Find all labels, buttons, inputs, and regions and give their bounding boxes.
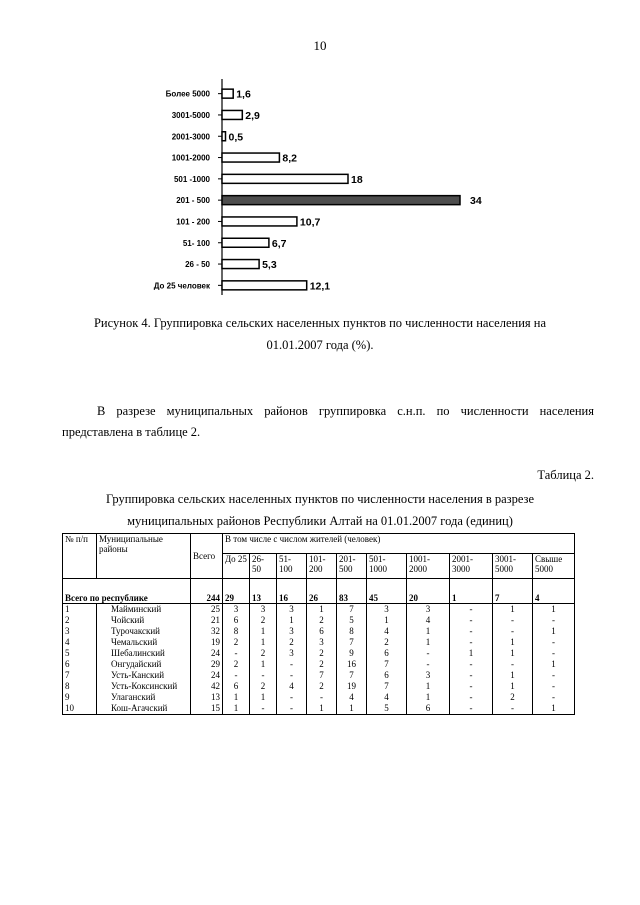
row-value: 3 xyxy=(277,626,307,637)
header-range: 1001- 2000 xyxy=(407,554,450,579)
row-value: 2 xyxy=(307,615,337,626)
row-value: - xyxy=(493,626,533,637)
row-value: 6 xyxy=(223,615,250,626)
row-value: 2 xyxy=(277,637,307,648)
value-label: 2,9 xyxy=(245,109,260,122)
total-row-value: 83 xyxy=(337,579,367,604)
table-row xyxy=(63,670,575,681)
bar xyxy=(222,281,307,290)
row-value: 2 xyxy=(250,681,277,692)
row-value: - xyxy=(223,670,250,681)
value-label: 1,6 xyxy=(236,88,251,101)
chart-svg xyxy=(100,75,520,295)
paragraph-line2: представлена в таблице 2. xyxy=(62,425,201,439)
row-value: - xyxy=(533,648,575,659)
row-total: 24 xyxy=(191,648,223,659)
row-total: 24 xyxy=(191,670,223,681)
row-number: 8 xyxy=(63,681,97,692)
bar xyxy=(222,89,233,98)
paragraph-line1: В разрезе муниципальных районов группировка с.н.п. по численности населения xyxy=(97,404,594,418)
value-label: 18 xyxy=(351,173,363,186)
table-total-row xyxy=(63,579,575,604)
row-value: 1 xyxy=(307,604,337,616)
row-value: - xyxy=(493,703,533,715)
table-row xyxy=(63,626,575,637)
row-value: - xyxy=(450,637,493,648)
category-label: Более 5000 xyxy=(165,89,210,99)
row-value: 3 xyxy=(307,637,337,648)
header-range: 2001- 3000 xyxy=(450,554,493,579)
row-value: 2 xyxy=(367,637,407,648)
header-range: 501- 1000 xyxy=(367,554,407,579)
row-district: Чемальский xyxy=(97,637,191,648)
header-num: № п/п xyxy=(63,534,97,579)
table-row xyxy=(63,648,575,659)
row-value: 2 xyxy=(307,681,337,692)
row-value: 1 xyxy=(450,648,493,659)
row-value: - xyxy=(250,670,277,681)
row-district: Улаганский xyxy=(97,692,191,703)
header-range: Свыше 5000 xyxy=(533,554,575,579)
category-label: До 25 человек xyxy=(153,281,210,291)
header-range: 3001- 5000 xyxy=(493,554,533,579)
row-value: 1 xyxy=(493,637,533,648)
row-value: 1 xyxy=(407,692,450,703)
row-value: - xyxy=(450,703,493,715)
row-value: - xyxy=(533,670,575,681)
row-value: 1 xyxy=(250,637,277,648)
category-label: 26 - 50 xyxy=(185,260,210,270)
row-total: 29 xyxy=(191,659,223,670)
value-label: 5,3 xyxy=(262,259,277,272)
header-group: В том числе с числом жителей (человек) xyxy=(223,534,575,554)
table-row xyxy=(63,637,575,648)
row-value: 1 xyxy=(223,692,250,703)
row-number: 3 xyxy=(63,626,97,637)
row-value: 1 xyxy=(223,703,250,715)
total-row-value: 29 xyxy=(223,579,250,604)
row-value: 2 xyxy=(493,692,533,703)
row-value: 3 xyxy=(407,604,450,616)
row-number: 4 xyxy=(63,637,97,648)
row-value: 1 xyxy=(493,648,533,659)
row-number: 1 xyxy=(63,604,97,616)
bar xyxy=(222,174,348,183)
row-district: Усть-Канский xyxy=(97,670,191,681)
total-row-value: 4 xyxy=(533,579,575,604)
row-total: 19 xyxy=(191,637,223,648)
row-value: 16 xyxy=(337,659,367,670)
header-range: 101- 200 xyxy=(307,554,337,579)
table-header-row xyxy=(63,534,575,554)
row-value: - xyxy=(533,692,575,703)
table-row xyxy=(63,604,575,616)
table-title-line1: Группировка сельских населенных пунктов по численности населения в разрезе xyxy=(105,492,535,506)
row-value: 1 xyxy=(533,703,575,715)
row-value: 1 xyxy=(533,659,575,670)
bar xyxy=(222,260,259,269)
row-value: 7 xyxy=(367,681,407,692)
row-value: 1 xyxy=(533,626,575,637)
row-district: Усть-Коксинский xyxy=(97,681,191,692)
row-value: - xyxy=(277,692,307,703)
row-district: Кош-Агачский xyxy=(97,703,191,715)
row-value: 1 xyxy=(307,703,337,715)
value-label: 0,5 xyxy=(228,131,244,144)
total-row-value: 7 xyxy=(493,579,533,604)
total-row-value: 26 xyxy=(307,579,337,604)
row-value: - xyxy=(450,615,493,626)
row-number: 6 xyxy=(63,659,97,670)
row-district: Шебалинский xyxy=(97,648,191,659)
header-range: 26- 50 xyxy=(250,554,277,579)
row-district: Онгудайский xyxy=(97,659,191,670)
row-value: 19 xyxy=(337,681,367,692)
row-value: - xyxy=(407,659,450,670)
table-row xyxy=(63,703,575,715)
row-value: 3 xyxy=(277,604,307,616)
row-total: 25 xyxy=(191,604,223,616)
header-district: Муниципальные районы xyxy=(97,534,191,579)
row-value: 3 xyxy=(407,670,450,681)
bar xyxy=(222,217,297,226)
row-value: - xyxy=(493,615,533,626)
row-value: 4 xyxy=(367,692,407,703)
header-range: 51- 100 xyxy=(277,554,307,579)
header-total: Всего xyxy=(191,534,223,579)
row-value: 1 xyxy=(493,604,533,616)
category-label: 101 - 200 xyxy=(176,217,210,227)
row-value: 3 xyxy=(250,604,277,616)
row-value: 6 xyxy=(223,681,250,692)
row-value: - xyxy=(533,681,575,692)
row-value: - xyxy=(277,670,307,681)
row-value: 1 xyxy=(250,692,277,703)
row-value: 6 xyxy=(367,670,407,681)
row-value: 5 xyxy=(337,615,367,626)
row-value: - xyxy=(450,681,493,692)
row-value: 1 xyxy=(337,703,367,715)
row-value: 1 xyxy=(533,604,575,616)
row-district: Турочакский xyxy=(97,626,191,637)
bar xyxy=(222,196,460,205)
row-total: 32 xyxy=(191,626,223,637)
row-value: - xyxy=(407,648,450,659)
row-total: 21 xyxy=(191,615,223,626)
value-label: 6,7 xyxy=(271,237,287,250)
row-value: 9 xyxy=(337,648,367,659)
row-value: 5 xyxy=(367,703,407,715)
table-title-line2: муниципальных районов Республики Алтай на 01.01.2007 года (единиц) xyxy=(127,514,513,528)
total-row-label: Всего по республике xyxy=(63,579,191,604)
row-value: - xyxy=(450,604,493,616)
row-number: 9 xyxy=(63,692,97,703)
row-value: 2 xyxy=(250,615,277,626)
bar xyxy=(222,238,269,247)
row-value: - xyxy=(533,637,575,648)
row-district: Майминский xyxy=(97,604,191,616)
row-value: 7 xyxy=(337,670,367,681)
row-value: 3 xyxy=(277,648,307,659)
row-value: 7 xyxy=(337,604,367,616)
data-table xyxy=(62,533,575,715)
page-number: 10 xyxy=(313,38,327,53)
row-value: 4 xyxy=(407,615,450,626)
row-value: 4 xyxy=(337,692,367,703)
row-value: 4 xyxy=(367,626,407,637)
row-value: 2 xyxy=(223,659,250,670)
row-value: - xyxy=(493,659,533,670)
category-label: 3001-5000 xyxy=(171,110,210,120)
row-value: 1 xyxy=(407,626,450,637)
row-value: 6 xyxy=(307,626,337,637)
row-value: - xyxy=(450,659,493,670)
row-value: 2 xyxy=(307,648,337,659)
row-value: - xyxy=(450,670,493,681)
row-value: 7 xyxy=(337,637,367,648)
total-row-value: 13 xyxy=(250,579,277,604)
category-label: 501 -1000 xyxy=(173,174,210,184)
row-value: 7 xyxy=(367,659,407,670)
row-value: 2 xyxy=(250,648,277,659)
row-value: - xyxy=(533,615,575,626)
row-value: - xyxy=(277,703,307,715)
table-row xyxy=(63,681,575,692)
row-number: 2 xyxy=(63,615,97,626)
row-value: 1 xyxy=(493,681,533,692)
row-total: 13 xyxy=(191,692,223,703)
row-value: 2 xyxy=(223,637,250,648)
category-label: 2001-3000 xyxy=(171,132,210,142)
value-label: 12,1 xyxy=(309,280,331,293)
value-label: 8,2 xyxy=(282,152,298,165)
row-value: - xyxy=(250,703,277,715)
value-label: 34 xyxy=(470,195,482,208)
row-value: 6 xyxy=(367,648,407,659)
row-number: 10 xyxy=(63,703,97,715)
total-row-total: 244 xyxy=(191,579,223,604)
row-number: 5 xyxy=(63,648,97,659)
total-row-value: 45 xyxy=(367,579,407,604)
table-row xyxy=(63,692,575,703)
bar xyxy=(222,132,226,141)
row-number: 7 xyxy=(63,670,97,681)
row-value: - xyxy=(450,626,493,637)
header-range: 201- 500 xyxy=(337,554,367,579)
row-value: 3 xyxy=(367,604,407,616)
value-label: 10,7 xyxy=(299,216,321,229)
figure-caption xyxy=(60,312,580,356)
row-value: 4 xyxy=(277,681,307,692)
row-value: - xyxy=(307,692,337,703)
row-value: 7 xyxy=(307,670,337,681)
row-value: 1 xyxy=(493,670,533,681)
bar xyxy=(222,110,242,119)
header-range: До 25 xyxy=(223,554,250,579)
row-value: 2 xyxy=(307,659,337,670)
total-row-value: 20 xyxy=(407,579,450,604)
category-label: 51- 100 xyxy=(182,238,210,248)
table-row xyxy=(63,659,575,670)
row-district: Чойский xyxy=(97,615,191,626)
row-value: 1 xyxy=(277,615,307,626)
row-value: - xyxy=(223,648,250,659)
bar xyxy=(222,153,279,162)
population-group-chart xyxy=(100,75,520,300)
row-total: 42 xyxy=(191,681,223,692)
row-value: 8 xyxy=(223,626,250,637)
category-label: 201 - 500 xyxy=(176,196,210,206)
row-value: 1 xyxy=(367,615,407,626)
figure-caption-line1: Рисунок 4. Группировка сельских населенных пунктов по численности населения на xyxy=(93,316,547,330)
row-value: 1 xyxy=(250,626,277,637)
figure-caption-line2: 01.01.2007 года (%). xyxy=(266,338,374,352)
table-row xyxy=(63,615,575,626)
category-label: 1001-2000 xyxy=(171,153,210,163)
row-value: 1 xyxy=(250,659,277,670)
row-value: 3 xyxy=(223,604,250,616)
total-row-value: 16 xyxy=(277,579,307,604)
row-value: 1 xyxy=(407,681,450,692)
row-value: 1 xyxy=(407,637,450,648)
table-title xyxy=(60,488,580,532)
row-total: 15 xyxy=(191,703,223,715)
row-value: - xyxy=(450,692,493,703)
total-row-value: 1 xyxy=(450,579,493,604)
row-value: 8 xyxy=(337,626,367,637)
table-label: Таблица 2. xyxy=(537,468,594,482)
row-value: - xyxy=(277,659,307,670)
row-value: 6 xyxy=(407,703,450,715)
